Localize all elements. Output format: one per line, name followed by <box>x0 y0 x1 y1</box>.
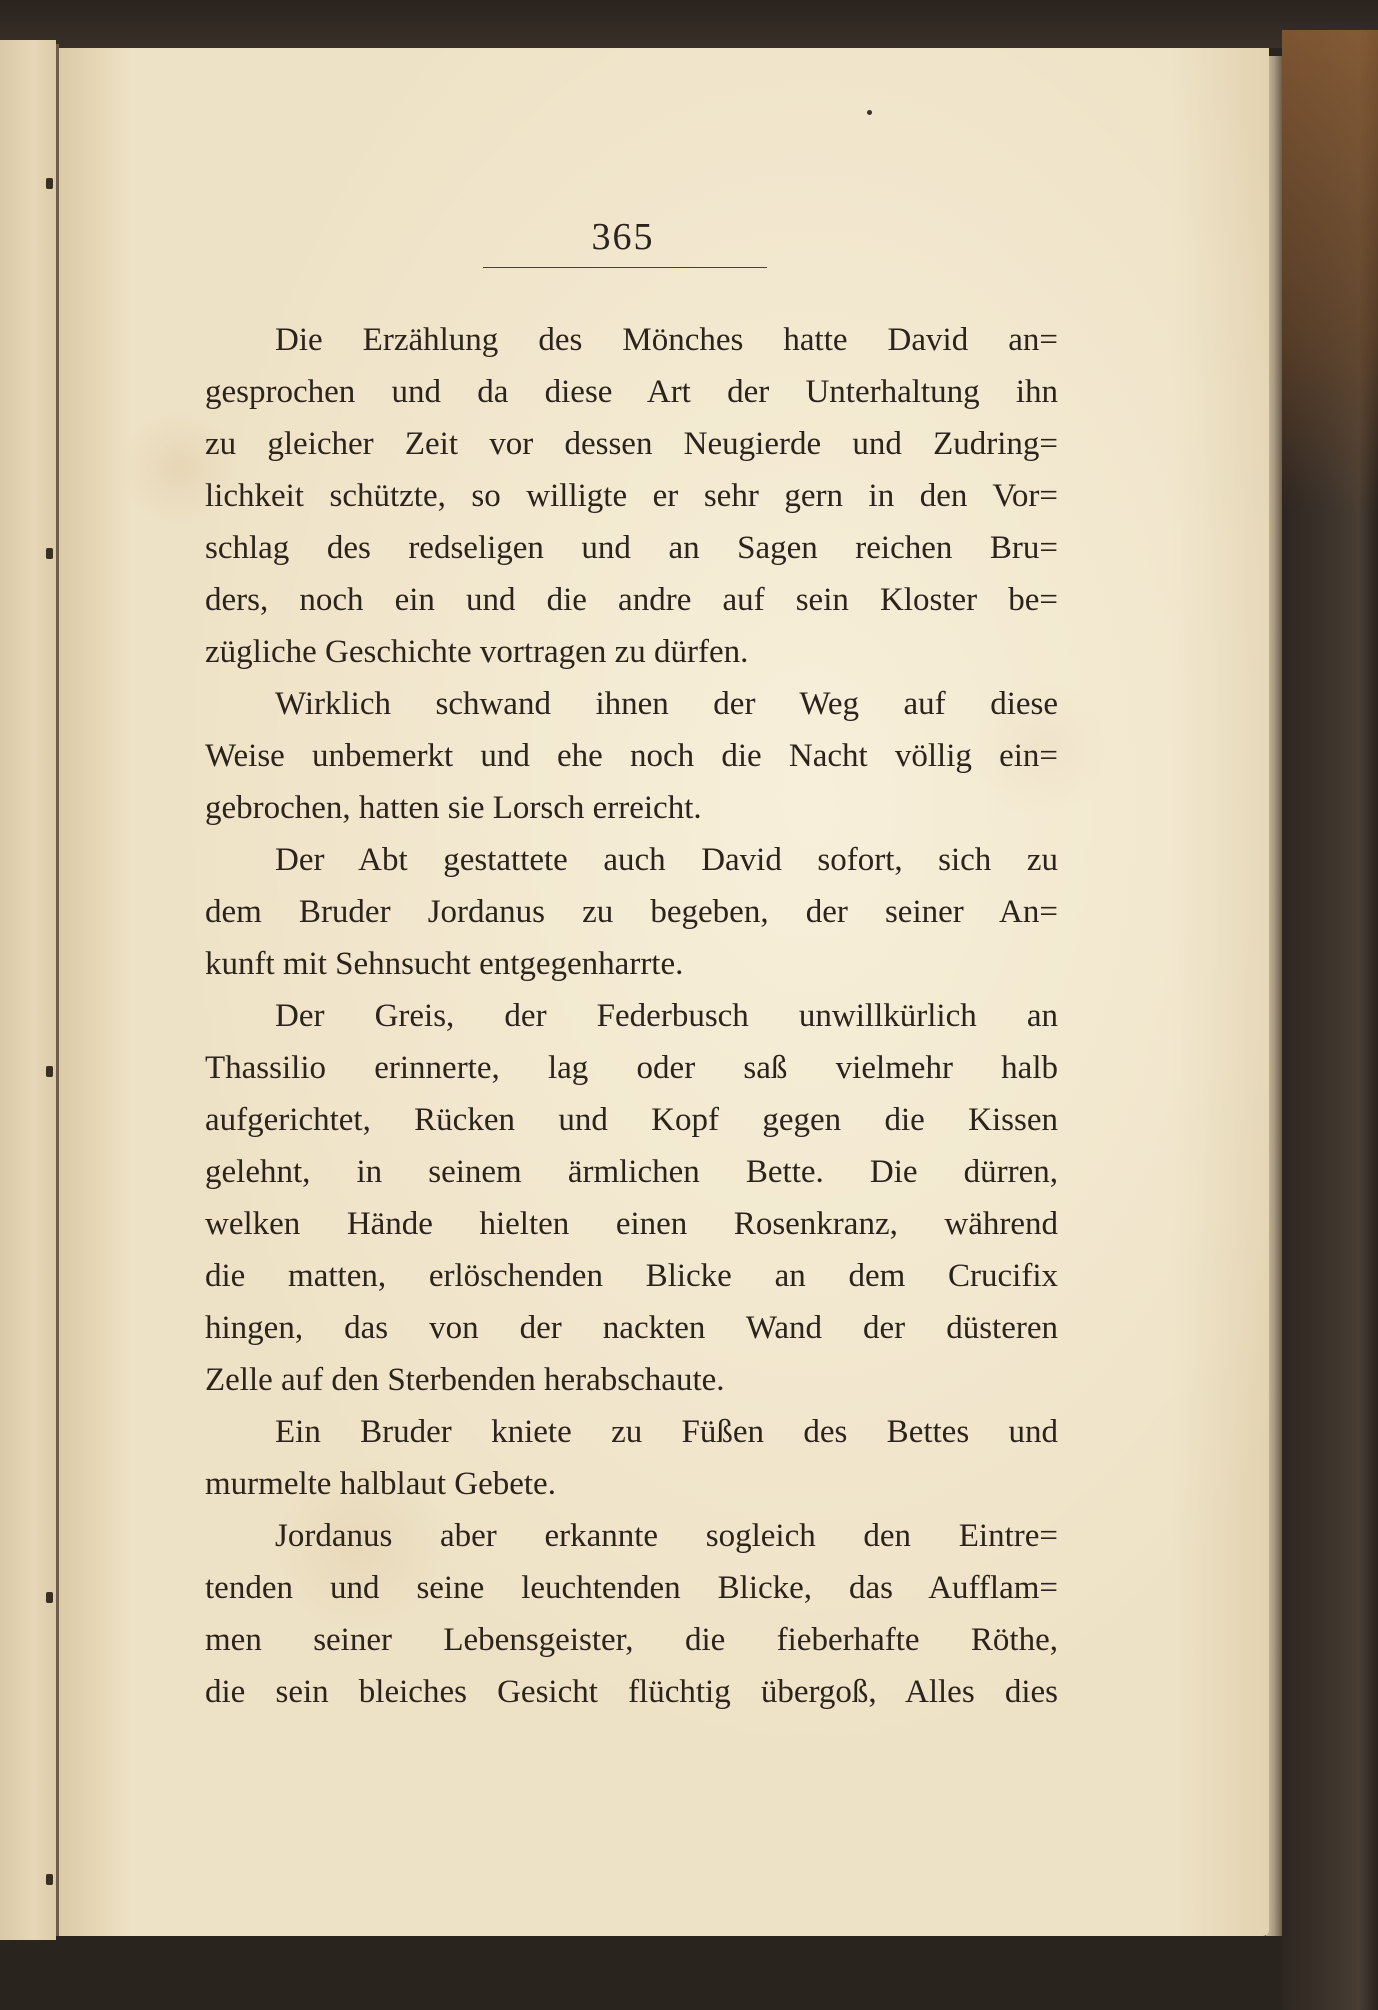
paragraph <box>205 678 1058 834</box>
text-line: die sein bleiches Gesicht flüchtig übergoß, Alles dies <box>205 1674 1058 1710</box>
header-rule <box>483 267 767 268</box>
leather-binding <box>1282 30 1378 2010</box>
page-number: 365 <box>591 216 655 258</box>
text-line: gesprochen und da diese Art der Unterhaltung ihn <box>205 374 1058 410</box>
text-line: gebrochen, hatten sie Lorsch erreicht. <box>205 790 702 826</box>
paper-speck <box>867 110 872 115</box>
text-line: Jordanus aber erkannte sogleich den Eintre= <box>275 1518 1058 1554</box>
text-line: zu gleicher Zeit vor dessen Neugierde und Zudring= <box>205 426 1058 462</box>
paragraph <box>205 1406 1058 1510</box>
text-line: schlag des redseligen und an Sagen reichen Bru= <box>205 530 1058 566</box>
text-line: welken Hände hielten einen Rosenkranz, während <box>205 1206 1058 1242</box>
paragraph <box>205 314 1058 678</box>
text-line: die matten, erlöschenden Blicke an dem Crucifix <box>205 1258 1058 1294</box>
text-line: Thassilio erinnerte, lag oder saß vielmehr halb <box>205 1050 1058 1086</box>
text-line: lichkeit schützte, so willigte er sehr gern in den Vor= <box>205 478 1058 514</box>
text-line: Zelle auf den Sterbenden herabschaute. <box>205 1362 725 1398</box>
text-line: zügliche Geschichte vortragen zu dürfen. <box>205 634 749 670</box>
binding-thread-mark <box>46 548 53 559</box>
paragraph <box>205 834 1058 990</box>
text-line: Der Abt gestattete auch David sofort, sich zu <box>275 842 1058 878</box>
paragraph <box>205 1510 1058 1718</box>
text-line: Weise unbemerkt und ehe noch die Nacht völlig ein= <box>205 738 1058 774</box>
text-line: Ein Bruder kniete zu Füßen des Bettes und <box>275 1414 1058 1450</box>
binding-thread-mark <box>46 1874 53 1885</box>
paragraph <box>205 990 1058 1406</box>
binding-thread-mark <box>46 178 53 189</box>
binding-thread-mark <box>46 1066 53 1077</box>
previous-page-edge <box>0 40 56 1940</box>
text-line: Der Greis, der Federbusch unwillkürlich an <box>275 998 1058 1034</box>
text-line: gelehnt, in seinem ärmlichen Bette. Die dürren, <box>205 1154 1058 1190</box>
text-line: men seiner Lebensgeister, die fieberhafte Röthe, <box>205 1622 1058 1658</box>
text-line: kunft mit Sehnsucht entgegenharrte. <box>205 946 684 982</box>
scan-background-top <box>0 0 1378 48</box>
text-line: ders, noch ein und die andre auf sein Kloster be= <box>205 582 1058 618</box>
text-line: aufgerichtet, Rücken und Kopf gegen die Kissen <box>205 1102 1058 1138</box>
text-line: Wirklich schwand ihnen der Weg auf diese <box>275 686 1058 722</box>
text-line: Die Erzählung des Mönches hatte David an= <box>275 322 1058 358</box>
text-line: murmelte halblaut Gebete. <box>205 1466 556 1502</box>
text-line: hingen, das von der nackten Wand der düsteren <box>205 1310 1058 1346</box>
binding-thread-mark <box>46 1592 53 1603</box>
text-line: tenden und seine leuchtenden Blicke, das Aufflam= <box>205 1570 1058 1606</box>
body-text <box>205 314 1058 1718</box>
book-page <box>59 48 1269 1936</box>
text-line: dem Bruder Jordanus zu begeben, der seiner An= <box>205 894 1058 930</box>
